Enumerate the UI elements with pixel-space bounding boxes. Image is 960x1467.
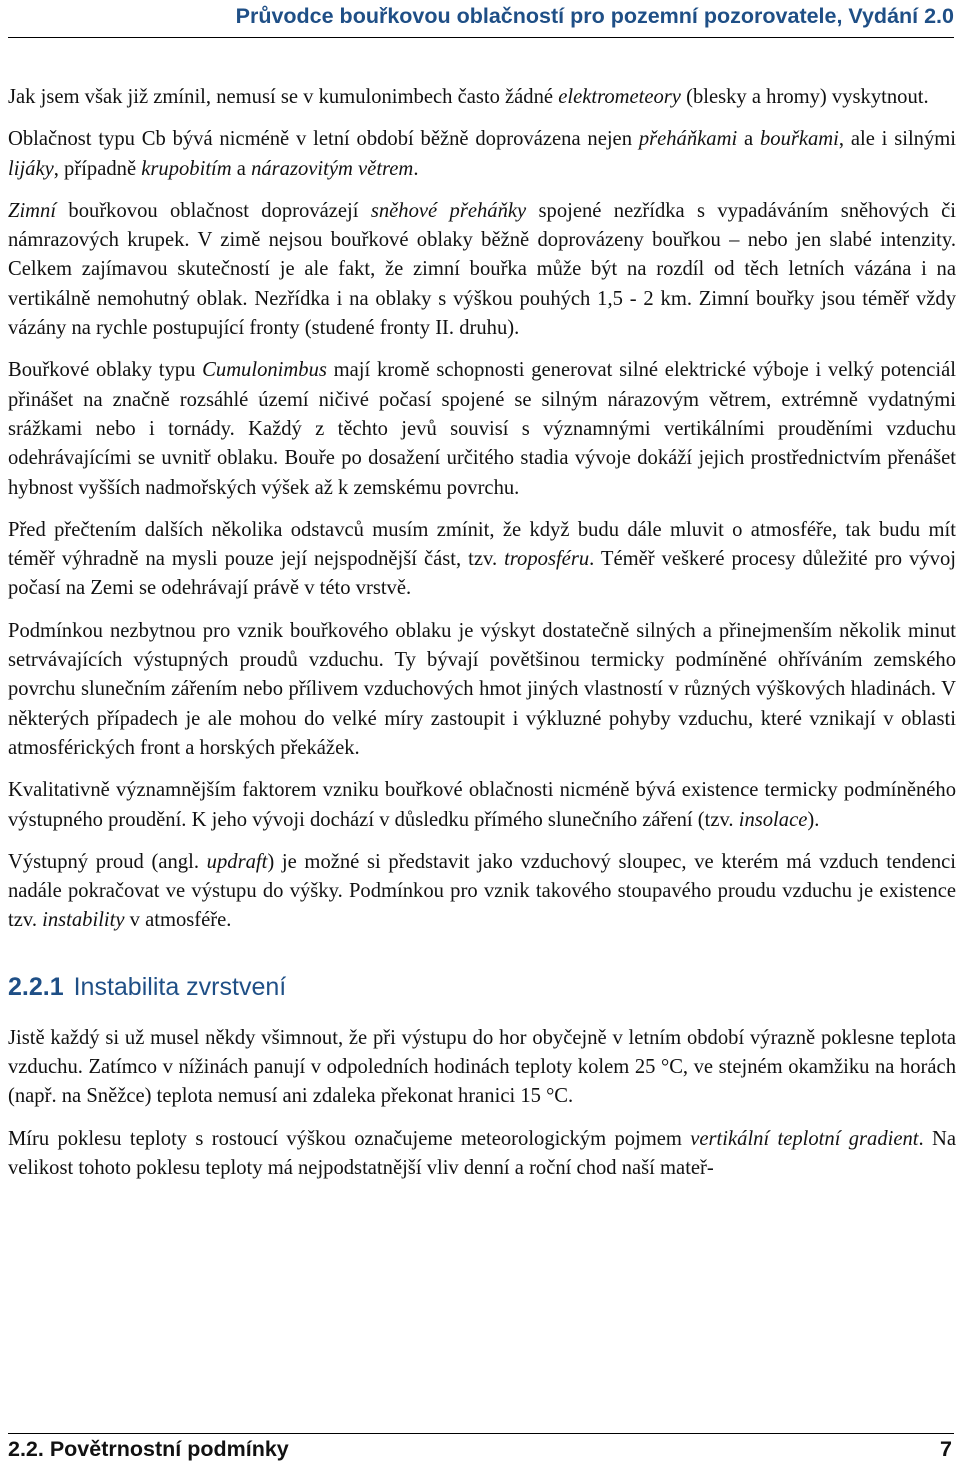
paragraph-2	[8, 125, 956, 184]
text-run: a	[737, 128, 760, 151]
paragraph-7	[8, 776, 956, 835]
text-run: Bouřkové oblaky typu	[8, 359, 203, 382]
italic-term: lijáky	[8, 157, 54, 180]
italic-term: instability	[42, 909, 125, 932]
text-run: , případně	[53, 157, 142, 180]
text-run: Podmínkou nezbytnou pro vznik bouřkového oblaku je výskyt dostatečně silných a přinejmenším několik minut setrvávajících výstupných proudů vzduchu. Ty bývají povětšinou termicky podmíněné ohříváním zemského povrchu slunečním zářením nebo přílivem vzduchových hmot jiných vlastností v různých výškových hladinách. V některých případech je ale mohou do velké míry zastoupit i výkluzné pohyby vzduchu, které vznikají v oblasti atmosférických front a horských překážek.	[8, 619, 956, 759]
text-run: , ale i silnými	[838, 128, 957, 151]
italic-term: Zimní	[8, 199, 57, 222]
italic-term: elektrometeory	[558, 86, 681, 108]
paragraph-6	[8, 617, 956, 763]
text-run: . Téměř veškeré procesy důležité pro vývoj počasí na Zemi se odehrávají právě v této vrstvě.	[8, 548, 956, 600]
italic-term: bouřkami	[759, 128, 839, 151]
page-footer	[8, 1437, 952, 1462]
text-run: spojené nezřídka s vypadáváním sněhových či námrazových krupek. V zimě nejsou bouřkové oblaky běžně doprovázeny bouřkou – nebo jen slabé intenzity. Celkem zajímavou skutečností je ale fakt, že zimní bouřka může být na rozdíl od těch letních vázána i na vertikálně nemohutný oblak. Nezřídka i na oblaky s výškou pouhých 1,5 - 2 km. Zimní bouřky jsou téměř vždy vázány na rychle postupující fronty (studené fronty II. druhu).	[8, 199, 956, 340]
paragraph-4	[8, 356, 956, 502]
italic-term: nárazovitým větrem	[251, 157, 414, 180]
paragraph-9	[8, 1024, 956, 1112]
italic-term: přeháňkami	[638, 128, 738, 151]
section-title: Instabilita zvrstvení	[73, 972, 287, 1001]
text-run: Míru poklesu teploty s rostoucí výškou označujeme meteorologickým pojmem	[8, 1127, 691, 1150]
paragraph-5	[8, 516, 956, 604]
text-run: Před přečtením dalších několika odstavců musím zmínit, že když budu dále mluvit o atmosféře, tak budu mít téměř výhradně na mysli pouze její nejspodnější část, tzv.	[8, 518, 956, 571]
text-run: . Na velikost tohoto poklesu teploty má nejpodstatnější vliv denní a roční chod naší mateř-	[8, 1127, 957, 1179]
header-rule	[8, 37, 954, 38]
paragraph-10	[8, 1125, 956, 1184]
text-run: v atmosféře.	[124, 909, 232, 932]
text-run: Jistě každý si už musel někdy všimnout, že při výstupu do hor obyčejně v letním období výrazně poklesne teplota vzduchu. Zatímco v nížinách panují v odpoledních hodinách teploty kolem 25 °C, ve stejném okamžiku na horách (např. na Sněžce) teplota nemusí ani zdaleka překonat hranici 15 °C.	[8, 1026, 956, 1108]
paragraph-3	[8, 197, 956, 343]
footer-section-label: 2.2. Povětrnostní podmínky	[8, 1437, 289, 1461]
text-run: a	[231, 157, 252, 180]
italic-term: krupobitím	[141, 157, 232, 180]
italic-term: Cumulonimbus	[202, 359, 327, 382]
italic-term: updraft	[206, 850, 268, 873]
paragraph-8	[8, 848, 956, 936]
section-number: 2.2.1	[8, 972, 64, 1001]
paragraph-1	[8, 83, 956, 112]
text-run: Oblačnost typu Cb bývá nicméně v letní období běžně doprovázena nejen	[8, 128, 639, 151]
body-text	[8, 83, 956, 1196]
text-run: ).	[807, 808, 820, 831]
italic-term: vertikální teplotní gradient	[690, 1127, 919, 1150]
running-header-title: Průvodce bouřkovou oblačností pro pozemní pozorovatele, Vydání 2.0	[235, 4, 954, 28]
text-run: Jak jsem však již zmínil, nemusí se v kumulonimbech často žádné	[8, 86, 559, 108]
section-heading	[8, 972, 956, 1002]
italic-term: sněhové přeháňky	[370, 199, 527, 222]
text-run: bouřkovou oblačnost doprovázejí	[56, 199, 371, 222]
italic-term: insolace	[738, 808, 808, 831]
page-number: 7	[940, 1437, 952, 1461]
text-run: .	[413, 157, 419, 180]
text-run: (blesky a hromy) vyskytnout.	[680, 86, 929, 108]
italic-term: troposféru	[504, 548, 590, 571]
text-run: ) je možné si představit jako vzduchový sloupec, ve kterém má vzduch tendenci nadále pokračovat ve výstupu do výšky. Podmínkou pro vznik takového stoupavého proudu vzduchu je existence tzv.	[8, 850, 956, 932]
text-run: Kvalitativně významnějším faktorem vzniku bouřkové oblačnosti nicméně bývá existence termicky podmíněného výstupného proudění. K jeho vývoji dochází v důsledku přímého slunečního záření (tzv.	[8, 779, 956, 831]
text-run: Výstupný proud (angl.	[8, 850, 207, 873]
footer-rule	[8, 1433, 954, 1434]
text-run: mají kromě schopnosti generovat silné elektrické výboje i velký potenciál přinášet na značně rozsáhlé území ničivé počasí spojené se silným nárazovým větrem, extrémně vydatnými srážkami nebo i tornády. Každý z těchto jevů souvisí s významnými vertikálními prouděními vzduchu odehrávajícími se uvnitř oblaku. Bouře po dosažení určitého stadia vývoje dokáží jejich prostřednictvím přenášet hybnost vyšších nadmořských výšek až k zemskému povrchu.	[8, 359, 957, 499]
